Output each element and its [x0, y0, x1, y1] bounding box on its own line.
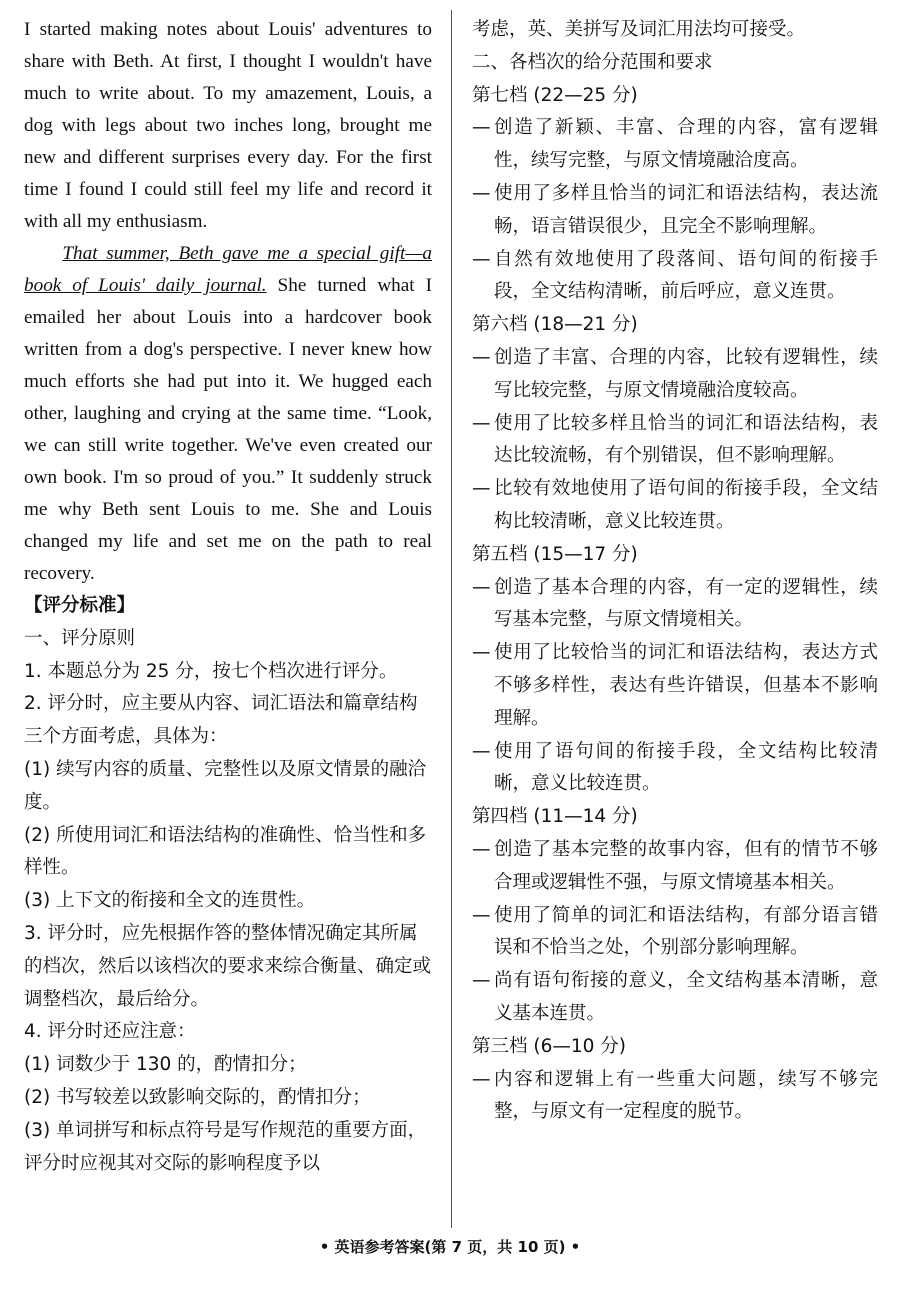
- principle-line: 3. 评分时，应先根据作答的整体情况确定其所属的档次，然后以该档次的要求来综合衡量、确定或调整档次，最后给分。: [24, 922, 432, 1010]
- page-footer: • 英语参考答案(第 7 页，共 10 页) •: [319, 1238, 581, 1256]
- principle-line: (2) 书写较差以致影响交际的，酌情扣分；: [24, 1086, 371, 1108]
- principle-line: (3) 上下文的衔接和全文的连贯性。: [24, 890, 316, 912]
- story-paragraph-1: I started making notes about Louis' adventures to share with Beth. At first, I thought I wouldn't have much to write about. To my amazement, Louis, a dog with legs about two inches long, brought me new and different surprises every day. For the first time I found I could still feel my life and record it with all my enthusiasm.: [24, 19, 432, 232]
- level-item: — 创造了丰富、合理的内容，比较有逻辑性，续写比较完整，与原文情境融洽度较高。: [472, 342, 878, 408]
- dash-bullet: [472, 736, 494, 802]
- principle-line: 2. 评分时，应主要从内容、词汇语法和篇章结构三个方面考虑，具体为：: [24, 693, 418, 748]
- level-item: — 使用了简单的词汇和语法结构，有部分语言错误和不恰当之处，个别部分影响理解。: [472, 900, 878, 966]
- level-title: 第三档 (6—10 分): [472, 1035, 627, 1057]
- level-item: — 创造了基本合理的内容，有一定的逻辑性，续写基本完整，与原文情境相关。: [472, 572, 878, 638]
- principles-heading: 一、评分原则: [24, 627, 136, 649]
- dash-bullet: [472, 112, 494, 178]
- dash-bullet: [472, 965, 494, 1031]
- level-title: 第五档 (15—17 分): [472, 543, 638, 565]
- level-item: — 比较有效地使用了语句间的衔接手段，全文结构比较清晰，意义比较连贯。: [472, 473, 878, 539]
- continuation-line: 考虑，英、美拼写及词汇用法均可接受。: [472, 19, 806, 40]
- ranges-heading: 二、各档次的给分范围和要求: [472, 51, 713, 73]
- level-item: — 自然有效地使用了段落间、语句间的衔接手段，全文结构清晰，前后呼应，意义连贯。: [472, 244, 878, 310]
- level-item: — 内容和逻辑上有一些重大问题，续写不够完整，与原文有一定程度的脱节。: [472, 1064, 878, 1130]
- underlined-sentence: That summer, Beth gave me a special gift—a book of Louis' daily journal.: [24, 243, 432, 296]
- scoring-title: 【评分标准】: [24, 595, 136, 616]
- dash-bullet: [472, 473, 494, 539]
- level-title: 第四档 (11—14 分): [472, 806, 638, 828]
- dash-bullet: [472, 244, 494, 310]
- story-paragraph-2-rest: She turned what I emailed her about Louis into a hardcover book written from a dog's perspective. I never knew how much efforts she had put into it. We hugged each other, laughing and crying at the same time. “Look, we can still write together. We've even created our own book. I'm so proud of you.” It suddenly struck me why Beth sent Louis to me. She and Louis changed my life and set me on the path to real recovery.: [24, 275, 432, 584]
- level-item: — 尚有语句衔接的意义，全文结构基本清晰，意义基本连贯。: [472, 965, 878, 1031]
- column-divider: [451, 10, 452, 1228]
- dash-bullet: [472, 637, 494, 735]
- dash-bullet: [472, 408, 494, 474]
- principle-line: (2) 所使用词汇和语法结构的准确性、恰当性和多样性。: [24, 824, 427, 879]
- level-title: 第六档 (18—21 分): [472, 314, 638, 336]
- level-item: — 使用了多样且恰当的词汇和语法结构，表达流畅，语言错误很少，且完全不影响理解。: [472, 178, 878, 244]
- level-title: 第七档 (22—25 分): [472, 84, 638, 106]
- principle-line: 4. 评分时还应注意：: [24, 1021, 196, 1043]
- dash-bullet: [472, 178, 494, 244]
- level-item: — 使用了比较多样且恰当的词汇和语法结构，表达比较流畅，有个别错误，但不影响理解。: [472, 408, 878, 474]
- level-item: — 创造了新颖、丰富、合理的内容，富有逻辑性，续写完整，与原文情境融洽度高。: [472, 112, 878, 178]
- left-column: [24, 14, 432, 1180]
- principle-line: (3) 单词拼写和标点符号是写作规范的重要方面，评分时应视其对交际的影响程度予以: [24, 1119, 427, 1174]
- dash-bullet: [472, 900, 494, 966]
- level-item: — 创造了基本完整的故事内容，但有的情节不够合理或逻辑性不强，与原文情境基本相关。: [472, 834, 878, 900]
- level-item: — 使用了语句间的衔接手段，全文结构比较清晰，意义比较连贯。: [472, 736, 878, 802]
- story-paragraph-2: [24, 238, 432, 590]
- dash-bullet: [472, 342, 494, 408]
- right-column: [472, 14, 878, 1129]
- dash-bullet: [472, 1064, 494, 1130]
- dash-bullet: [472, 572, 494, 638]
- dash-bullet: [472, 834, 494, 900]
- principle-line: 1. 本题总分为 25 分，按七个档次进行评分。: [24, 660, 398, 682]
- level-item: — 使用了比较恰当的词汇和语法结构，表达方式不够多样性，表达有些许错误，但基本不影响理解。: [472, 637, 878, 735]
- principle-line: (1) 词数少于 130 的，酌情扣分；: [24, 1054, 307, 1076]
- principle-line: (1) 续写内容的质量、完整性以及原文情景的融洽度。: [24, 758, 427, 813]
